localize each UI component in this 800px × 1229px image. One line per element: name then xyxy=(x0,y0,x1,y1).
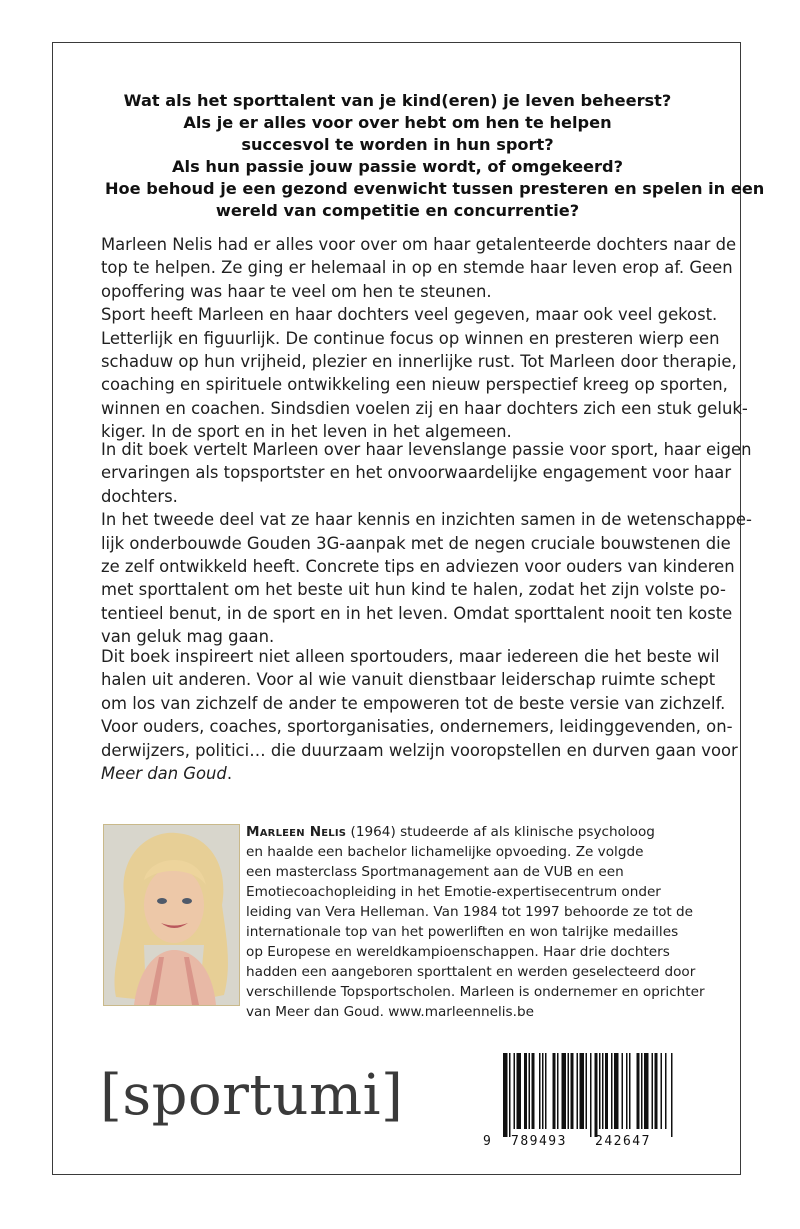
bio-line: een masterclass Sportmanagement aan de VUB en een xyxy=(246,864,624,880)
barcode-bar xyxy=(509,1053,511,1137)
barcode-bar xyxy=(637,1053,640,1129)
barcode-bar xyxy=(602,1053,604,1129)
barcode-bar xyxy=(595,1053,598,1137)
barcode-bar xyxy=(553,1053,556,1129)
text-line: dochters. xyxy=(101,486,178,506)
barcode-bar xyxy=(614,1053,619,1129)
barcode-group-right: 242647 xyxy=(595,1134,651,1149)
isbn-barcode xyxy=(483,1053,683,1151)
text-line: Letterlijk en figuurlijk. De continue focus op winnen en presteren wierp een xyxy=(101,328,720,348)
barcode-bar xyxy=(586,1053,588,1129)
author-photo xyxy=(103,824,240,1006)
barcode-bar xyxy=(524,1053,527,1129)
barcode-bar xyxy=(568,1053,570,1129)
bio-first-line xyxy=(246,822,702,842)
barcode-bar xyxy=(644,1053,649,1129)
barcode-bar xyxy=(665,1053,667,1129)
text-line: Dit boek inspireert niet alleen sportouders, maar iedereen die het beste wil xyxy=(101,647,720,666)
barcode-bar xyxy=(641,1053,643,1129)
author-portrait-illustration xyxy=(104,825,239,1005)
intro-line: wereld van competitie en concurrentie? xyxy=(215,201,580,220)
text-line: derwijzers, politici… die duurzaam welzijn vooropstellen en durven gaan voor xyxy=(101,740,738,760)
barcode-bar xyxy=(652,1053,654,1129)
publisher-logo: [sportumi] xyxy=(100,1063,404,1128)
text-line: met sporttalent om het beste uit hun kind te halen, zodat het zijn volste po- xyxy=(101,580,726,600)
text-line: In dit boek vertelt Marleen over haar levenslange passie voor sport, haar eigen xyxy=(101,440,752,459)
text-line: tentieel benut, in de sport en in het leven. Omdat sporttalent nooit ten koste xyxy=(101,603,733,623)
text-line: coaching en spirituele ontwikkeling een nieuw perspectief kreeg op sporten, xyxy=(101,375,728,395)
author-bio xyxy=(246,822,705,1022)
barcode-bar xyxy=(605,1053,608,1129)
barcode-bar xyxy=(557,1053,559,1129)
text-line: kiger. In de sport en in het leven in het algemeen. xyxy=(101,422,512,442)
barcode-group-left: 789493 xyxy=(511,1134,567,1149)
barcode-bar xyxy=(590,1053,592,1137)
barcode-bar xyxy=(532,1053,535,1129)
barcode-bar xyxy=(542,1053,544,1129)
intro-line: succesvol te worden in hun sport? xyxy=(241,135,554,154)
barcode-bar xyxy=(671,1053,673,1137)
text-line: winnen en coachen. Sindsdien voelen zij en haar dochters zich een stuk geluk- xyxy=(101,398,748,418)
barcode-bar xyxy=(611,1053,613,1129)
blurb-paragraph-2 xyxy=(101,438,752,649)
text-line: top te helpen. Ze ging er helemaal in op en stemde haar leven erop af. Geen xyxy=(101,258,733,278)
text-line: Sport heeft Marleen en haar dochters veel gegeven, maar ook veel gekost. xyxy=(101,305,718,325)
text-line: ze zelf ontwikkeld heeft. Concrete tips en adviezen voor ouders van kinderen xyxy=(101,557,735,577)
text-line: ervaringen als topsportster en het onvoorwaardelijke engagement voor haar xyxy=(101,463,732,483)
text-line: opoffering was haar te veel om hen te steunen. xyxy=(101,281,492,301)
text-line: Voor ouders, coaches, sportorganisaties, ondernemers, leidinggevenden, on- xyxy=(101,717,733,737)
intro-line: Als je er alles voor over hebt om hen te helpen xyxy=(183,113,612,132)
text-line: van geluk mag gaan. xyxy=(101,627,275,647)
sentence-end: . xyxy=(226,764,233,784)
bio-text: (1964) studeerde af als klinische psycholoog xyxy=(346,824,655,840)
book-title: Meer dan Goud xyxy=(101,764,227,784)
barcode-bars xyxy=(491,1053,676,1137)
barcode-bar xyxy=(514,1053,516,1129)
intro-line: Als hun passie jouw passie wordt, of omgekeerd? xyxy=(172,157,623,176)
bio-line: en haalde een bachelor lichamelijke opvoeding. Ze volgde xyxy=(246,844,644,860)
bio-line: verschillende Topsportscholen. Marleen is ondernemer en oprichter xyxy=(246,984,705,1000)
barcode-bar xyxy=(661,1053,663,1129)
author-name: Marleen Nelis xyxy=(246,824,347,840)
barcode-bar xyxy=(562,1053,567,1129)
text-line: om los van zichzelf de ander te empoweren tot de beste versie van zichzelf. xyxy=(101,693,726,713)
barcode-bar xyxy=(529,1053,531,1129)
text-line: lijk onderbouwde Gouden 3G-aanpak met de negen cruciale bouwstenen die xyxy=(101,533,731,553)
text-line: Marleen Nelis had er alles voor over om haar getalenteerde dochters naar de xyxy=(101,235,737,254)
text-line xyxy=(101,762,695,785)
bio-line: leiding van Vera Helleman. Van 1984 tot 1997 behoorde ze tot de xyxy=(246,904,694,920)
intro-line: Hoe behoud je een gezond evenwicht tussen presteren en spelen in een xyxy=(105,179,765,198)
back-cover-frame xyxy=(52,42,765,1175)
intro-questions xyxy=(105,90,765,222)
barcode-bar xyxy=(517,1053,522,1129)
bio-line: hadden een aangeboren sporttalent en werden geselecteerd door xyxy=(246,964,696,980)
intro-line: Wat als het sporttalent van je kind(eren) je leven beheerst? xyxy=(123,91,672,110)
bio-line: Emotiecoachopleiding in het Emotie-expertisecentrum onder xyxy=(246,884,661,900)
barcode-bar xyxy=(571,1053,574,1129)
bio-line: internationale top van het powerliften en won talrijke medailles xyxy=(246,924,679,940)
text-line: halen uit anderen. Voor al wie vanuit dienstbaar leiderschap ruimte schept xyxy=(101,670,716,690)
barcode-bar xyxy=(539,1053,541,1129)
barcode-bar xyxy=(622,1053,624,1129)
bio-line: van Meer dan Goud. www.marleennelis.be xyxy=(246,1004,534,1020)
text-line: In het tweede deel vat ze haar kennis en inzichten samen in de wetenschappe- xyxy=(101,510,752,530)
barcode-bar xyxy=(655,1053,658,1129)
barcode-bar xyxy=(577,1053,579,1129)
bio-line: op Europese en wereldkampioenschappen. Haar drie dochters xyxy=(246,944,670,960)
barcode-bar xyxy=(545,1053,547,1129)
barcode-bar xyxy=(580,1053,585,1129)
blurb-paragraph-1 xyxy=(101,233,748,444)
barcode-bar xyxy=(629,1053,631,1129)
barcode-bar xyxy=(503,1053,508,1137)
barcode-bar xyxy=(626,1053,628,1129)
blurb-paragraph-3 xyxy=(101,645,738,785)
barcode-bar xyxy=(599,1053,601,1129)
text-line: schaduw op hun vrijheid, plezier en innerlijke rust. Tot Marleen door therapie, xyxy=(101,352,737,372)
barcode-digit-first: 9 xyxy=(483,1134,491,1149)
